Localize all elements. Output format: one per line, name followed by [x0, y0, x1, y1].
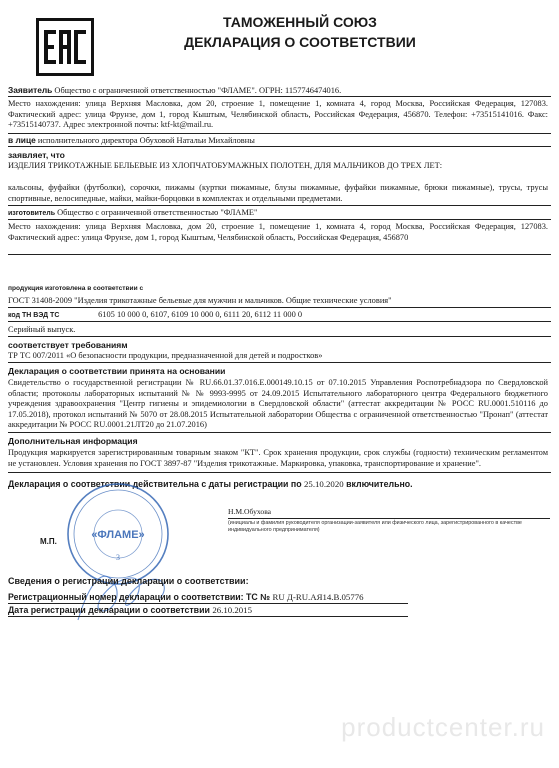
manufacturer-label: изготовитель: [8, 210, 55, 217]
manufacturer-address: Место нахождения: улица Верхняя Масловка, дом 20, строение 1, помещение 1, комната 4, город Москва, Российская Федерация, 127083. Фактический адрес: улица Фрунзе, дом 1, город Кыштым, Челябинской область, Российская Федерация, 456870: [8, 222, 548, 242]
basis-label: Декларация о соответствии принята на основании: [8, 366, 226, 376]
document-header: [120, 12, 480, 52]
watermark: productcenter.ru: [341, 712, 545, 742]
applicant-label: Заявитель: [8, 85, 53, 95]
registration-number: RU Д-RU.АЯ14.В.05776: [272, 592, 364, 602]
standard-label: продукция изготовлена в соответствии с: [8, 285, 144, 292]
basis-value: Свидетельство о государственной регистрации № RU.66.01.37.016.Е.000149.10.15 от 07.10.2015 Управления Роспотребнадзора по Свердловской области; протоколы лабораторных испытаний № № 9993-9995 от 24.09.2015 Испытательного лабораторного центра Федерального бюджетного учреждения здравоохранения "Центр гигиены и эпидемиологии в Свердловской области" (аттестат аккредитации № РОСС RU.0001.510116 до 17.05.2018), протокол испытаний № 5070 от 28.08.2015 Испытательной лаборатории Общества с ограниченной ответственностью "Пронап" (аттестат аккредитации № РОСС RU.0001.21ЛТ20 до 21.07.2016): [8, 378, 548, 430]
product-name: ИЗДЕЛИЯ ТРИКОТАЖНЫЕ БЕЛЬЕВЫЕ ИЗ ХЛОПЧАТОБУМАЖНЫХ ПОЛОТЕН, ДЛЯ МАЛЬЧИКОВ ДО ТРЕХ ЛЕТ:: [8, 161, 443, 170]
registration-date-line: [8, 605, 252, 615]
additional-value: Продукция маркируется зарегистрированным товарным знаком "КТ". Срок хранения продукции, срок службы (годности) техническим регламентом не установлен. Условия хранения по ГОСТ 3897-87 "Изделия трикотажные. Маркировка, упаковка, транспортирование и хранение".: [8, 448, 548, 468]
product-items: кальсоны, фуфайки (футболки), сорочки, пижамы (куртки пижамные, блузы пижамные, фуфайки пижамные, брюки пижамные), трусы, трусы спортивные, велосипедные, майки, майки-борцовки в комплектах и отдельными предметами.: [8, 183, 548, 203]
codes-value: 6105 10 000 0, 6107, 6109 10 000 0, 6111 20, 6112 11 000 0: [98, 310, 303, 319]
signer-name: Н.М.Обухова: [228, 507, 272, 516]
registration-number-line: [8, 592, 364, 602]
requirements-value: ТР ТС 007/2011 «О безопасности продукции, предназначенной для детей и подростков»: [8, 351, 323, 360]
applicant-address: Место нахождения: улица Верхняя Масловка, дом 20, строение 1, помещение 1, комната 4, город Москва, Российская Федерация, 127083. Фактический адрес: улица Фрунзе, дом 1, город Кыштым, Челябинской область, Российская Федерация, 456870. Телефон: +73515141016. Факс: +73515140737. Адрес электронной почты: ktf-kt@mail.ru.: [8, 99, 548, 130]
signer-caption: (инициалы и фамилия руководителя организации-заявителя или физического лица, зарегистрированного в качестве индивидуального предпринимателя): [228, 520, 522, 533]
eac-mark-icon: [39, 21, 91, 73]
serial-release: Серийный выпуск.: [8, 325, 76, 334]
declares-label: заявляет, что: [8, 150, 65, 160]
header-union: ТАМОЖЕННЫЙ СОЮЗ: [223, 14, 377, 30]
applicant-line: [8, 85, 548, 97]
manufacturer-line: [8, 208, 548, 220]
validity-label: Декларация о соответствии действительна с даты регистрации по: [8, 479, 302, 489]
additional-label: Дополнительная информация: [8, 436, 138, 446]
validity-suffix: включительно.: [346, 479, 413, 489]
validity-date: 25.10.2020: [304, 479, 344, 489]
codes-label: код ТН ВЭД ТС: [8, 312, 60, 319]
eac-logo: [36, 18, 94, 76]
header-title: ДЕКЛАРАЦИЯ О СООТВЕТСТВИИ: [184, 34, 416, 50]
person-line: [8, 135, 548, 147]
svg-text:«ФЛАМЕ»: «ФЛАМЕ»: [91, 529, 145, 541]
registration-date-label: Дата регистрации декларации о соответствии: [8, 605, 210, 615]
manufacturer-name: Общество с ограниченной ответственностью "ФЛАМЕ": [57, 208, 258, 217]
registration-number-label: Регистрационный номер декларации о соответствии: ТС №: [8, 592, 271, 602]
person-value: исполнительного директора Обуховой Натальи Михайловны: [37, 136, 255, 145]
standard-value: ГОСТ 31408-2009 "Изделия трикотажные бельевые для мужчин и мальчиков. Общие технические условия": [8, 296, 392, 305]
applicant-name: Общество с ограниченной ответственностью "ФЛАМЕ". ОГРН: 1157746474016.: [54, 86, 342, 95]
registration-date: 26.10.2015: [212, 605, 252, 615]
requirements-label: соответствует требованиям: [8, 340, 128, 350]
mp-label: М.П.: [40, 537, 57, 546]
codes-line: [8, 310, 548, 322]
svg-text:3: 3: [116, 553, 120, 562]
registration-heading: Сведения о регистрации декларации о соответствии:: [8, 576, 249, 586]
person-label: в лице: [8, 135, 36, 145]
